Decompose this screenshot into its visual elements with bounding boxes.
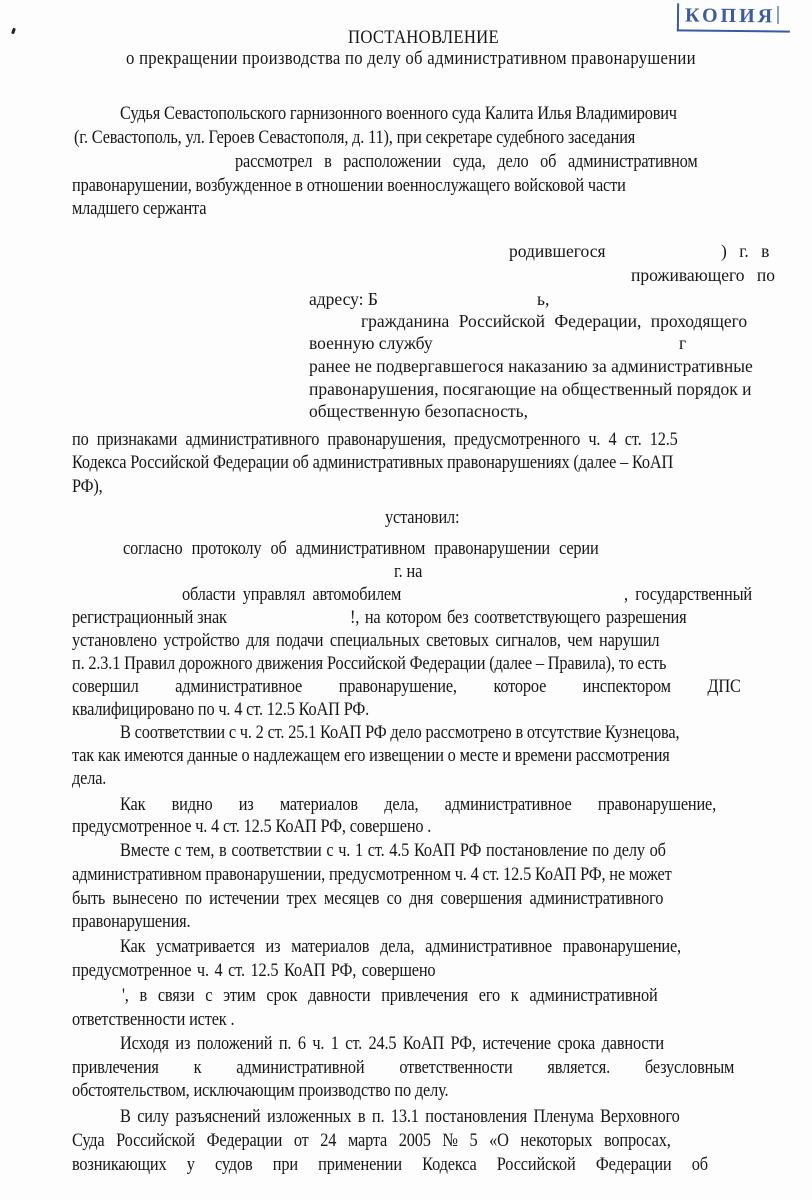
document-title: ПОСТАНОВЛЕНИЕ xyxy=(348,27,499,48)
p1-line-4b: !, на котором без соответствующего разрешения xyxy=(350,607,687,628)
margin-mark xyxy=(11,28,16,35)
p4-line-3: быть вынесено по истечении трех месяцев со дня совершения административного xyxy=(72,888,664,909)
p6-line-1: Исходя из положений п. 6 ч. 1 ст. 24.5 КоАП РФ, истечение срока давности xyxy=(120,1033,665,1054)
established-heading: установил: xyxy=(385,507,460,528)
residing-label: проживающего по xyxy=(631,265,775,285)
p5-line-1: Как усматривается из материалов дела, административное правонарушение, xyxy=(120,936,681,957)
p1-line-5: установлено устройство для подачи специальных световых сигналов, чем нарушил xyxy=(72,630,660,651)
p1-line-3: области управлял автомобилем xyxy=(182,584,402,605)
service-suffix: г xyxy=(679,333,687,353)
p1-line-8: квалифицировано по ч. 4 ст. 12.5 КоАП РФ. xyxy=(72,699,369,720)
copy-stamp-label: КОПИЯ xyxy=(684,4,776,28)
p6-line-2: привлечения к административной ответственности является. безусловным xyxy=(72,1057,735,1078)
p4-line-2: административном правонарушении, предусмотренном ч. 4 ст. 12.5 КоАП РФ, не может xyxy=(72,864,672,885)
p2-line-3: дела. xyxy=(72,768,107,789)
p1-line-6: п. 2.3.1 Правил дорожного движения Российской Федерации (далее – Правила), то есть xyxy=(72,653,667,674)
grounds-line-2: Кодекса Российской Федерации об административных правонарушениях (далее – КоАП xyxy=(72,452,674,473)
record-line-1: ранее не подвергавшегося наказанию за административные xyxy=(309,356,753,376)
p6-line-3: обстоятельством, исключающим производство по делу. xyxy=(72,1080,449,1101)
p3-line-1: Как видно из материалов дела, административное правонарушение, xyxy=(120,794,717,815)
copy-stamp-edge xyxy=(777,6,779,24)
p1-line-1: согласно протоколу об административном правонарушении серии xyxy=(123,538,599,559)
p2-line-1: В соответствии с ч. 2 ст. 25.1 КоАП РФ дело рассмотрено в отсутствие Кузнецова, xyxy=(120,722,680,743)
intro-line-5: младшего сержанта xyxy=(72,198,207,219)
p5-line-4: ответственности истек . xyxy=(72,1009,235,1030)
p2-line-2: так как имеются данные о надлежащем его извещении о месте и времени рассмотрения xyxy=(72,745,670,766)
p1-line-7: совершил административное правонарушение, которое инспектором ДПС xyxy=(72,676,741,697)
record-line-3: общественную безопасность, xyxy=(309,401,529,421)
born-suffix: ) г. в xyxy=(721,241,770,261)
p3-line-2: предусмотренное ч. 4 ст. 12.5 КоАП РФ, совершено . xyxy=(72,816,432,837)
p5-line-3: ', в связи с этим срок давности привлечения его к административной xyxy=(122,985,658,1006)
p7-line-2: Суда Российской Федерации от 24 марта 2005 № 5 «О некоторых вопросах, xyxy=(72,1130,671,1151)
intro-line-3: рассмотрел в расположении суда, дело об административном xyxy=(235,151,698,172)
p7-line-1: В силу разъяснений изложенных в п. 13.1 постановления Пленума Верховного xyxy=(120,1106,680,1127)
intro-line-1: Судья Севастопольского гарнизонного военного суда Калита Илья Владимирович xyxy=(120,103,677,124)
service-line: военную службу xyxy=(309,333,433,353)
address-suffix: ь, xyxy=(537,289,550,309)
address-prefix: адресу: Б xyxy=(309,289,378,309)
p7-line-3: возникающих у судов при применении Кодекса Российской Федерации об xyxy=(72,1154,708,1175)
intro-line-2: (г. Севастополь, ул. Героев Севастополя, д. 11), при секретаре судебного заседания xyxy=(74,127,636,148)
grounds-line-3: РФ), xyxy=(72,476,103,497)
p1-line-3b: , государственный xyxy=(624,584,752,605)
document-subtitle: о прекращении производства по делу об административном правонарушении xyxy=(126,48,696,69)
record-line-2: правонарушения, посягающие на общественный порядок и xyxy=(309,379,752,399)
p1-line-2: г. на xyxy=(394,561,423,582)
grounds-line-1: по признаками административного правонарушения, предусмотренного ч. 4 ст. 12.5 xyxy=(72,429,678,450)
citizen-line: гражданина Российской Федерации, проходящего xyxy=(361,311,748,331)
copy-stamp xyxy=(677,3,790,32)
born-label: родившегося xyxy=(509,241,606,261)
p4-line-1: Вместе с тем, в соответствии с ч. 1 ст. 4.5 КоАП РФ постановление по делу об xyxy=(120,840,666,861)
p5-line-2: предусмотренное ч. 4 ст. 12.5 КоАП РФ, совершено xyxy=(72,960,436,981)
p4-line-4: правонарушения. xyxy=(72,911,191,932)
p1-line-4: регистрационный знак xyxy=(72,607,227,628)
intro-line-4: правонарушении, возбужденное в отношении военнослужащего войсковой части xyxy=(72,175,626,196)
